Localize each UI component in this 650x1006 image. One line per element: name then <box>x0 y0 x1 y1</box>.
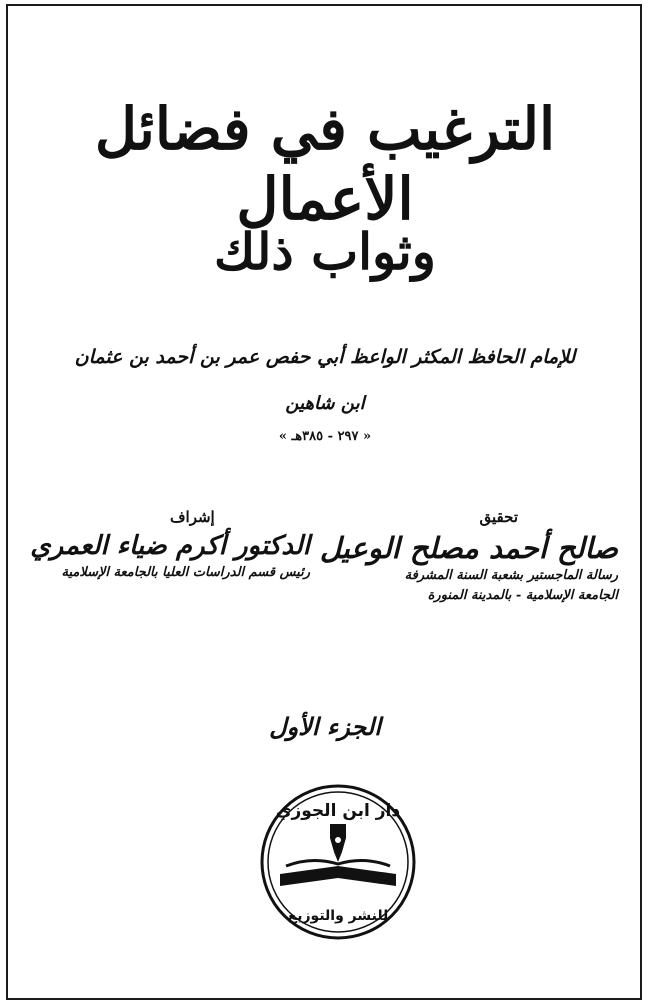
editor-name: صالح أحمد مصلح الوعيل <box>319 531 618 565</box>
editor-note-1: رسالة الماجستير بشعبة السنة المشرفة <box>404 568 618 584</box>
supervisor-note: رئيس قسم الدراسات العليا بالجامعة الإسلامية <box>61 564 310 580</box>
volume-label: الجزء الأول <box>269 712 381 741</box>
author-line: للإمام الحافظ المكثر الواعظ أبي حفص عمر بن أحمد بن عثمان <box>74 346 576 368</box>
editor-role: تحقيق <box>479 508 518 526</box>
supervisor-block <box>30 508 310 582</box>
editor-block <box>319 508 618 605</box>
author-name: ابن شاهين <box>285 393 365 414</box>
editor-note-2: الجامعة الإسلامية - بالمدينة المنورة <box>427 587 618 603</box>
logo-tagline: للنشر والتوزيع <box>287 908 389 924</box>
supervisor-role: إشراف <box>170 508 215 526</box>
logo-name: دار ابن الجوزي <box>275 801 401 821</box>
book-title: الترغيب في فضائل الأعمال <box>94 95 556 233</box>
book-subtitle: وثواب ذلك <box>214 222 436 281</box>
author-dates: « ٢٩٧ - ٣٨٥هـ » <box>278 429 372 444</box>
publisher-logo <box>258 782 418 942</box>
open-book-icon <box>280 866 396 886</box>
supervisor-name: الدكتور أكرم ضياء العمري <box>30 531 310 561</box>
